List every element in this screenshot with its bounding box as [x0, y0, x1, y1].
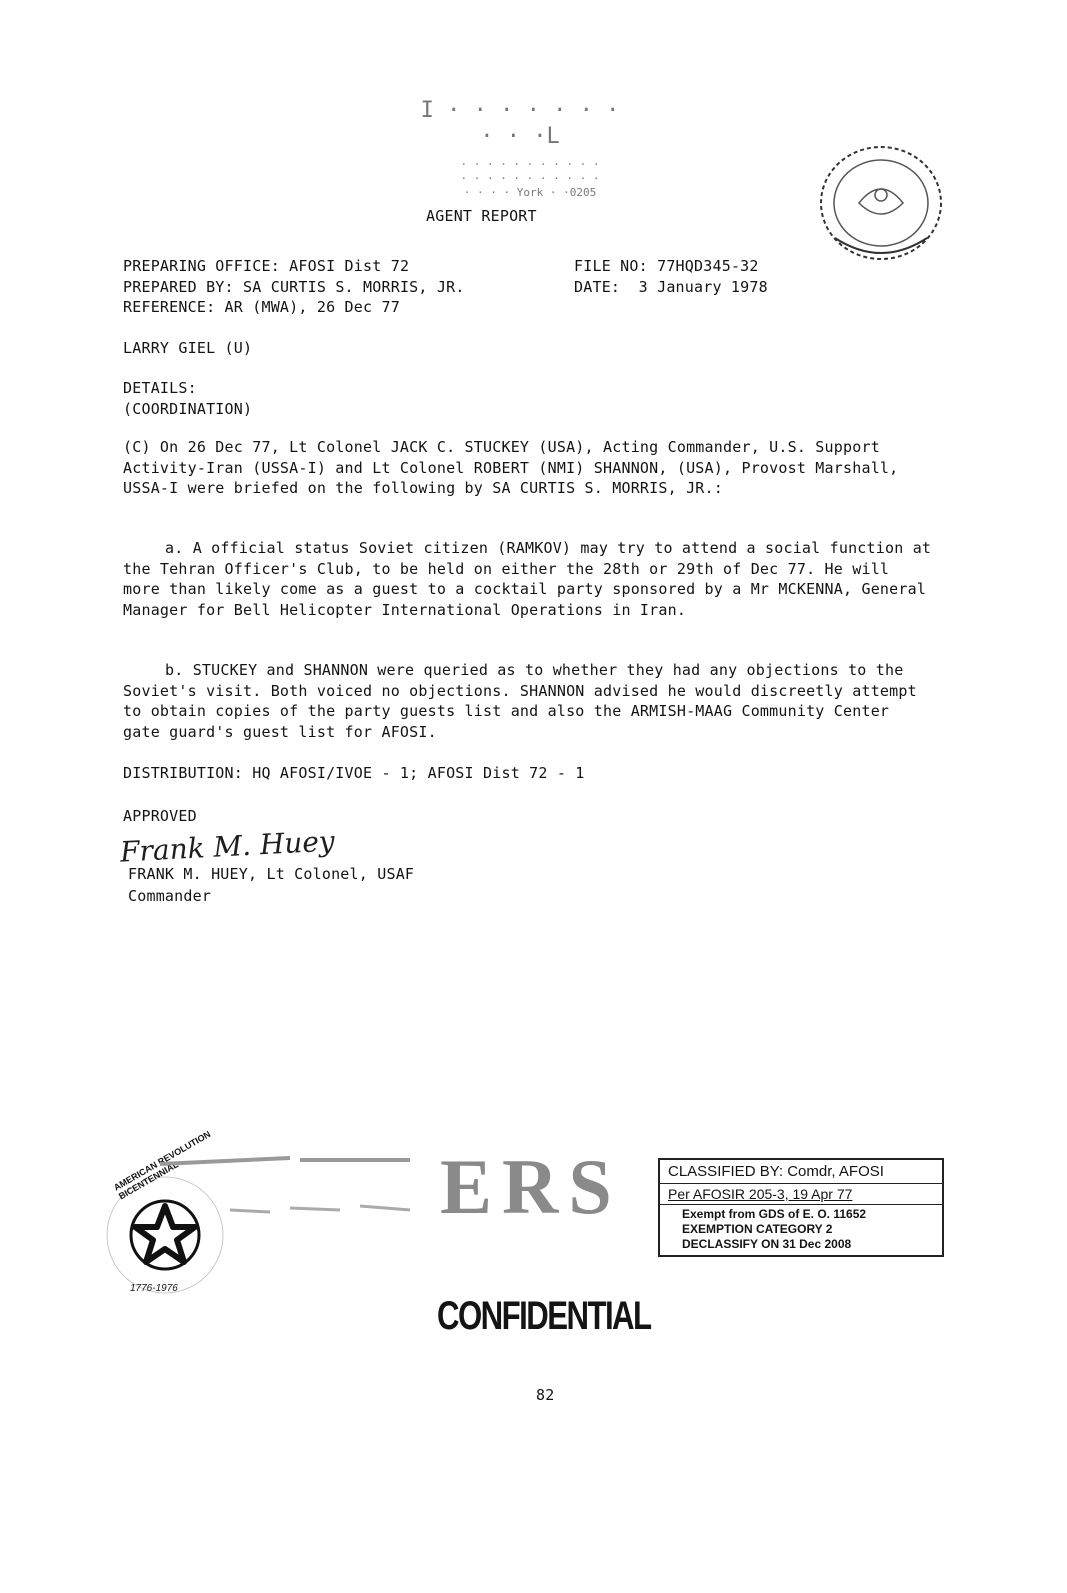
file-no-label: FILE NO: [574, 257, 648, 275]
seal-icon [815, 143, 947, 263]
classification-box [658, 1158, 944, 1257]
preparing-office-row [123, 256, 563, 277]
exempt-from: Exempt from GDS of E. O. 11652 [682, 1207, 867, 1221]
faded-stamp-text: ERS [440, 1143, 622, 1230]
file-no-row [574, 256, 834, 277]
details-sub: (COORDINATION) [123, 399, 253, 418]
signer-name: FRANK M. HUEY, Lt Colonel, USAF [128, 865, 415, 883]
reference-row [123, 297, 563, 318]
prepared-by-value: SA CURTIS S. MORRIS, JR. [243, 277, 465, 296]
faded-stamp-strokes-icon [140, 1150, 440, 1230]
report-title: AGENT REPORT [426, 207, 537, 225]
approved-label: APPROVED [123, 807, 197, 825]
reference-value: AR (MWA), 26 Dec 77 [224, 298, 400, 316]
letterhead-faint-top: I · · · · · · · · · ·L [420, 98, 620, 149]
body-para-a [123, 538, 933, 620]
signature: Frank M. Huey [119, 824, 336, 869]
reference-label: REFERENCE: [123, 298, 216, 316]
paragraph-a: a. A official status Soviet citizen (RAMKOV) may try to attend a social function at the Tehran Officer's Club, to be held on either the 28th or 29th of Dec 77. He will more than likely come as a guest to a cocktail party sponsored by a Mr MCKENNA, General Manager for Bell Helicopter International Operations in Iran. [123, 539, 932, 619]
preparing-office-label: PREPARING OFFICE: [123, 257, 280, 275]
classified-by: CLASSIFIED BY: Comdr, AFOSI [660, 1160, 942, 1184]
date-value: 3 January 1978 [638, 277, 768, 296]
prepared-by-label: PREPARED BY: [123, 277, 234, 296]
letterhead-faint-line2: · · · · · · · · · · · [460, 172, 600, 185]
confidential-marking: CONFIDENTIAL [437, 1294, 651, 1338]
faded-stamp [140, 1143, 622, 1230]
preparing-office-value: AFOSI Dist 72 [289, 257, 410, 275]
agency-seal [815, 143, 947, 263]
bicentennial-text: AMERICAN REVOLUTION BICENTENNIAL [112, 1129, 213, 1202]
letterhead-faint-line3: · · · · York · ·0205 [463, 186, 597, 199]
meta-left [123, 256, 563, 318]
details-block [123, 378, 252, 419]
file-no-value: 77HQD345-32 [657, 257, 759, 275]
body-intro [123, 437, 933, 499]
date-label: DATE: [574, 277, 621, 296]
intro-paragraph: (C) On 26 Dec 77, Lt Colonel JACK C. STUCKEY (USA), Acting Commander, U.S. Support Activity-Iran (USSA-I) and Lt Colonel ROBERT (NMI) SHANNON, (USA), Provost Marshall, USSA-I were briefed on the following by SA CURTIS S. MORRIS, JR.: [123, 438, 899, 497]
signer-title: Commander [128, 887, 212, 905]
exemption-category: EXEMPTION CATEGORY 2 [682, 1222, 833, 1236]
classification-per: Per AFOSIR 205-3, 19 Apr 77 [660, 1184, 942, 1205]
declassify-on: DECLASSIFY ON 31 Dec 2008 [682, 1237, 852, 1251]
subject: LARRY GIEL (U) [123, 339, 253, 357]
body-para-b [123, 660, 933, 742]
distribution: DISTRIBUTION: HQ AFOSI/IVOE - 1; AFOSI Dist 72 - 1 [123, 764, 585, 782]
bicentennial-years: 1776-1976 [130, 1283, 178, 1294]
details-label: DETAILS: [123, 379, 197, 397]
page-number: 82 [536, 1386, 555, 1404]
paragraph-b: b. STUCKEY and SHANNON were queried as to whether they had any objections to the Soviet's visit. Both voiced no objections. SHANNON advised he would discreetly attempt to obtain copies of the party guests list and also the ARMISH-MAAG Community Center gate guard's guest list for AFOSI. [123, 661, 917, 741]
letterhead-faint-line1: · · · · · · · · · · · [460, 158, 600, 171]
prepared-by-row [123, 277, 563, 298]
meta-right [574, 256, 834, 297]
date-row [574, 277, 834, 298]
